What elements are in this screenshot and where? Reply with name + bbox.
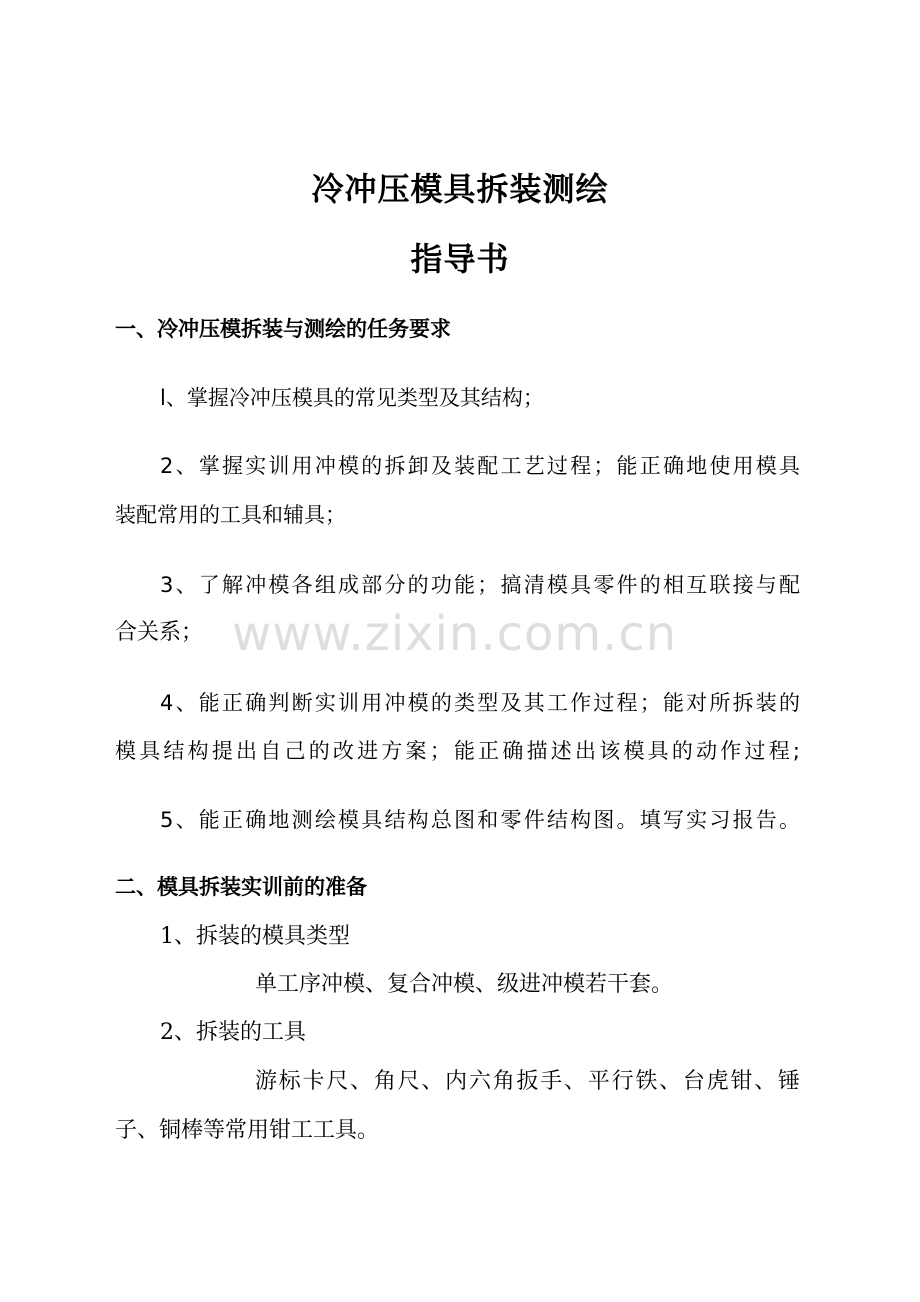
section2-sub1-label: 1、拆装的模具类型 (160, 924, 350, 949)
section2-sub2-line1: 游标卡尺、角尺、内六角扳手、平行铁、台虎钳、锤 (255, 1069, 800, 1094)
section2-sub2-label: 2、拆装的工具 (160, 1020, 306, 1045)
document-subtitle: 指导书 (410, 240, 510, 278)
section1-item1: l、掌握冷冲压模具的常见类型及其结构； (160, 386, 544, 410)
section1-item2-line1: 2、掌握实训用冲模的拆卸及装配工艺过程；能正确地使用模具 (160, 454, 800, 478)
section2-sub1-text: 单工序冲模、复合冲模、级进冲模若干套。 (255, 972, 674, 997)
document-title: 冷冲压模具拆装测绘 (311, 170, 609, 208)
section1-item4-line2: 模具结构提出自己的改进方案；能正确描述出该模具的动作过程; (115, 739, 800, 763)
section2-sub2-line2: 子、铜棒等常用钳工工具。 (115, 1118, 380, 1143)
section1-item4-line1: 4、能正确判断实训用冲模的类型及其工作过程；能对所拆装的 (160, 691, 800, 715)
section2-heading: 二、模具拆装实训前的准备 (115, 875, 367, 899)
section1-heading: 一、冷冲压模拆装与测绘的任务要求 (115, 317, 451, 341)
section1-item2-line2: 装配常用的工具和辅具； (115, 503, 346, 527)
section1-item5: 5、能正确地测绘模具结构总图和零件结构图。填写实习报告。 (160, 808, 800, 832)
watermark: www.zixin.com.cn (232, 606, 678, 662)
section1-item3-line1: 3、了解冲模各组成部分的功能；搞清模具零件的相互联接与配 (160, 573, 800, 597)
section1-item3-line2: 合关系； (115, 620, 204, 645)
